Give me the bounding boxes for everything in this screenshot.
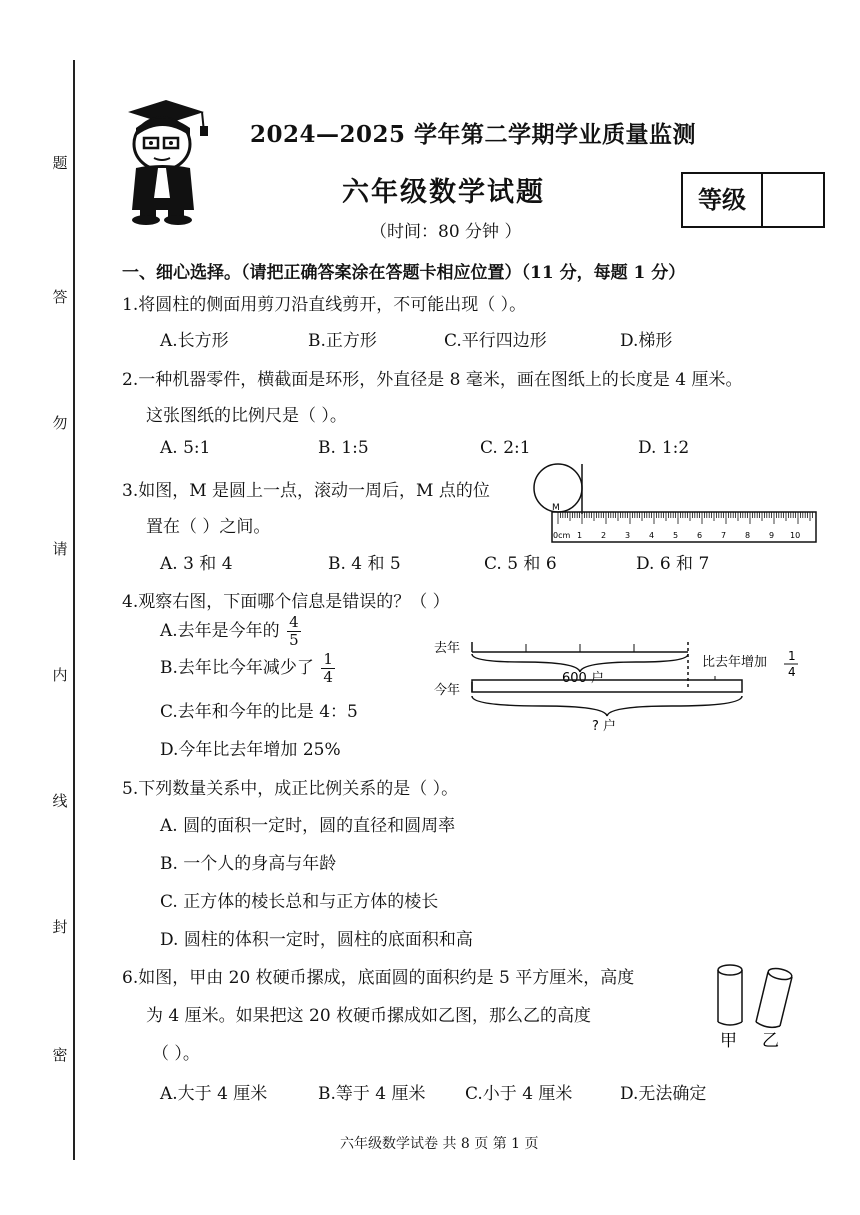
q6-option-c: C.小于 4 厘米 [465, 1084, 573, 1104]
ruler-zero-label: 0cm [553, 531, 571, 540]
question-4-stem: 4.观察右图，下面哪个信息是错误的？（ ） [122, 592, 450, 612]
q4-option-c: C.去年和今年的比是 4：5 [160, 702, 358, 722]
q5-option-c: C. 正方体的棱长总和与正方体的棱长 [160, 892, 439, 912]
q6-option-a: A.大于 4 厘米 [160, 1084, 268, 1104]
subject-title: 六年级数学试题 [342, 177, 545, 208]
q4-option-b-text: B.去年比今年减少了 [160, 658, 314, 678]
ruler-tick-label: 8 [745, 531, 751, 540]
q4-option-a [160, 614, 303, 649]
question-6-stem-line3: （ ）。 [152, 1044, 200, 1064]
question-3-stem-line1: 3.如图，M 是圆上一点，滚动一周后，M 点的位 [122, 481, 490, 501]
graduate-mascot-icon [118, 98, 210, 228]
ruler-tick-label: 7 [721, 531, 727, 540]
q3-option-a: A. 3 和 4 [160, 554, 233, 574]
q5-option-a: A. 圆的面积一定时，圆的直径和圆周率 [160, 816, 456, 836]
grade-box [681, 172, 825, 228]
q5-option-d: D. 圆柱的体积一定时，圆柱的底面积和高 [160, 930, 473, 950]
section-heading: 一、细心选择。（请把正确答案涂在答题卡相应位置）（11 分，每题 1 分） [122, 263, 686, 283]
question-6-stem-line1: 6.如图，甲由 20 枚硬币摞成，底面圆的面积约是 5 平方厘米，高度 [122, 968, 635, 988]
q3-option-c: C. 5 和 6 [484, 554, 557, 574]
q2-option-c: C. 2:1 [480, 438, 531, 458]
question-2-stem-line1: 2.一种机器零件，横截面是环形，外直径是 8 毫米，画在图纸上的长度是 4 厘米。 [122, 370, 743, 390]
time-limit: （时间：80 分钟 ） [370, 222, 522, 242]
label-jia: 甲 [720, 1031, 737, 1050]
q3-option-b: B. 4 和 5 [328, 554, 401, 574]
household-segment-diagram [432, 634, 812, 734]
margin-char: 线 [52, 792, 68, 810]
q1-option-d: D.梯形 [620, 331, 673, 351]
ruler-tick-label: 3 [625, 531, 631, 540]
binding-line [73, 60, 75, 1160]
q4-option-a-text: A.去年是今年的 [160, 621, 280, 641]
margin-char: 题 [52, 154, 68, 172]
increase-label: 比去年增加 [702, 655, 768, 670]
question-3-stem-line2: 置在（ ）之间。 [146, 517, 271, 537]
q1-option-b: B.正方形 [308, 331, 377, 351]
ruler-tick-label: 4 [649, 531, 655, 540]
q5-option-b: B. 一个人的身高与年龄 [160, 854, 337, 874]
q6-option-b: B.等于 4 厘米 [318, 1084, 426, 1104]
q2-option-d: D. 1:2 [638, 438, 690, 458]
fraction: $\frac{4}{5}$ [289, 613, 299, 649]
margin-char: 封 [52, 918, 68, 936]
increase-fraction-den: 4 [788, 665, 796, 679]
q4-option-d: D.今年比去年增加 25% [160, 740, 341, 760]
margin-char: 请 [52, 540, 68, 558]
q3-option-d: D. 6 和 7 [636, 554, 710, 574]
margin-char: 答 [52, 288, 68, 306]
label-yi: 乙 [762, 1031, 779, 1050]
grade-label: 等级 [683, 174, 763, 226]
margin-char: 勿 [52, 414, 68, 432]
households-600-label: 600 户 [562, 671, 604, 686]
ruler-tick-label: 1 [577, 531, 583, 540]
q1-option-a: A.长方形 [160, 331, 229, 351]
ruler-circle-figure [528, 458, 818, 548]
point-m-label: M [552, 503, 560, 513]
q6-option-d: D.无法确定 [620, 1084, 707, 1104]
q2-option-a: A. 5:1 [160, 438, 211, 458]
fraction: $\frac{1}{4}$ [323, 650, 333, 686]
this-year-label: 今年 [434, 683, 461, 698]
ruler-tick-label: 9 [769, 531, 775, 540]
ruler-tick-label: 6 [697, 531, 703, 540]
margin-char: 密 [52, 1046, 68, 1064]
ruler-tick-label: 5 [673, 531, 679, 540]
question-2-stem-line2: 这张图纸的比例尺是（ ）。 [146, 406, 347, 426]
q2-option-b: B. 1:5 [318, 438, 369, 458]
coin-stack-figure [706, 960, 806, 1050]
question-1-stem: 1.将圆柱的侧面用剪刀沿直线剪开，不可能出现（ ）。 [122, 295, 527, 315]
exam-title: 2024—2025 学年第二学期学业质量监测 [250, 121, 697, 148]
q4-option-b [160, 651, 337, 686]
ruler-tick-label: 2 [601, 531, 607, 540]
ruler-tick-label: 10 [790, 531, 801, 540]
margin-char: 内 [52, 666, 68, 684]
unknown-households-label: ? 户 [592, 719, 617, 734]
q1-option-c: C.平行四边形 [444, 331, 547, 351]
increase-fraction-num: 1 [788, 649, 796, 663]
last-year-label: 去年 [434, 641, 461, 656]
question-6-stem-line2: 为 4 厘米。如果把这 20 枚硬币摞成如乙图，那么乙的高度 [146, 1006, 592, 1026]
question-5-stem: 5.下列数量关系中，成正比例关系的是（ ）。 [122, 779, 459, 799]
page-footer: 六年级数学试卷 共 8 页 第 1 页 [340, 1136, 539, 1152]
